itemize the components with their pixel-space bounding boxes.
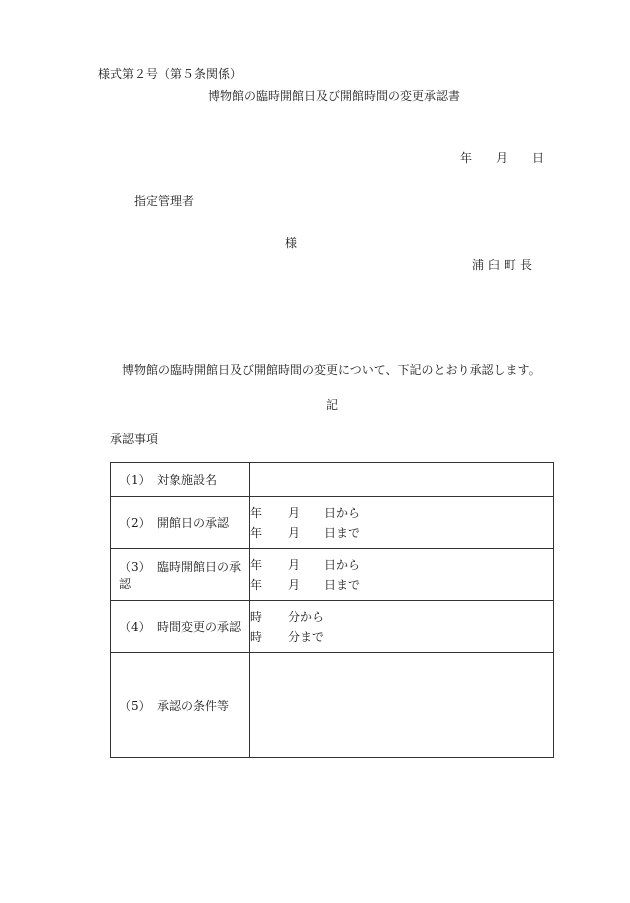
date-day-label: 日: [532, 151, 545, 165]
minute-from-unit: 分から: [288, 609, 325, 624]
month-unit: 月: [288, 557, 301, 572]
row-label-cell: [111, 463, 250, 497]
day-from-unit: 日から: [324, 557, 361, 572]
item-label: 開館日の承認: [157, 516, 230, 530]
document-title: 博物館の臨時開館日及び開館時間の変更承認書: [208, 89, 461, 103]
item-label: 対象施設名: [157, 473, 218, 487]
issuer-name: 浦臼町長: [472, 258, 537, 272]
time-until-line: [250, 627, 553, 647]
year-unit: 年: [250, 577, 263, 592]
item-number: （2）: [119, 516, 151, 530]
time-range-field: [250, 601, 554, 653]
facility-name-field: [250, 463, 554, 497]
year-unit: 年: [250, 557, 263, 572]
addressee-honorific: 様: [285, 236, 298, 250]
form-number: 様式第２号（第５条関係）: [98, 67, 243, 81]
date-until-line: [250, 575, 553, 595]
year-unit: 年: [250, 505, 263, 520]
table-row: [111, 653, 554, 758]
year-unit: 年: [250, 525, 263, 540]
date-from-line: [250, 503, 553, 523]
item-number: （4）: [119, 620, 151, 634]
row-label-cell: [111, 653, 250, 758]
item-label: 臨時開館日の承認: [119, 559, 242, 591]
hour-unit: 時: [250, 609, 263, 624]
date-range-field: [250, 497, 554, 549]
day-until-unit: 日まで: [324, 577, 361, 592]
item-number: （3）: [119, 559, 151, 574]
conditions-field: [250, 653, 554, 758]
item-label: 承認の条件等: [157, 698, 230, 713]
day-from-unit: 日から: [324, 505, 361, 520]
item-label: 時間変更の承認: [157, 620, 242, 634]
date-range-field: [250, 549, 554, 601]
item-number: （1）: [119, 473, 151, 487]
table-row: [111, 601, 554, 653]
body-text: 博物館の臨時開館日及び開館時間の変更について、下記のとおり承認します。: [122, 363, 541, 377]
date-month-label: 月: [496, 151, 509, 165]
date-from-line: [250, 555, 553, 575]
addressee-label: 指定管理者: [134, 194, 195, 208]
minute-until-unit: 分まで: [288, 629, 325, 644]
month-unit: 月: [288, 525, 301, 540]
date-until-line: [250, 523, 553, 543]
hour-unit: 時: [250, 629, 263, 644]
time-from-line: [250, 607, 553, 627]
row-label-cell: [111, 601, 250, 653]
month-unit: 月: [288, 505, 301, 520]
ki-label: 記: [326, 398, 339, 412]
table-row: [111, 463, 554, 497]
day-until-unit: 日まで: [324, 525, 361, 540]
row-label-cell: [111, 497, 250, 549]
item-number: （5）: [119, 698, 151, 713]
approval-table: [110, 462, 554, 758]
date-year-label: 年: [460, 151, 473, 165]
table-row: [111, 497, 554, 549]
row-label-cell: [111, 549, 250, 601]
table-row: [111, 549, 554, 601]
month-unit: 月: [288, 577, 301, 592]
section-heading: 承認事項: [110, 432, 159, 446]
